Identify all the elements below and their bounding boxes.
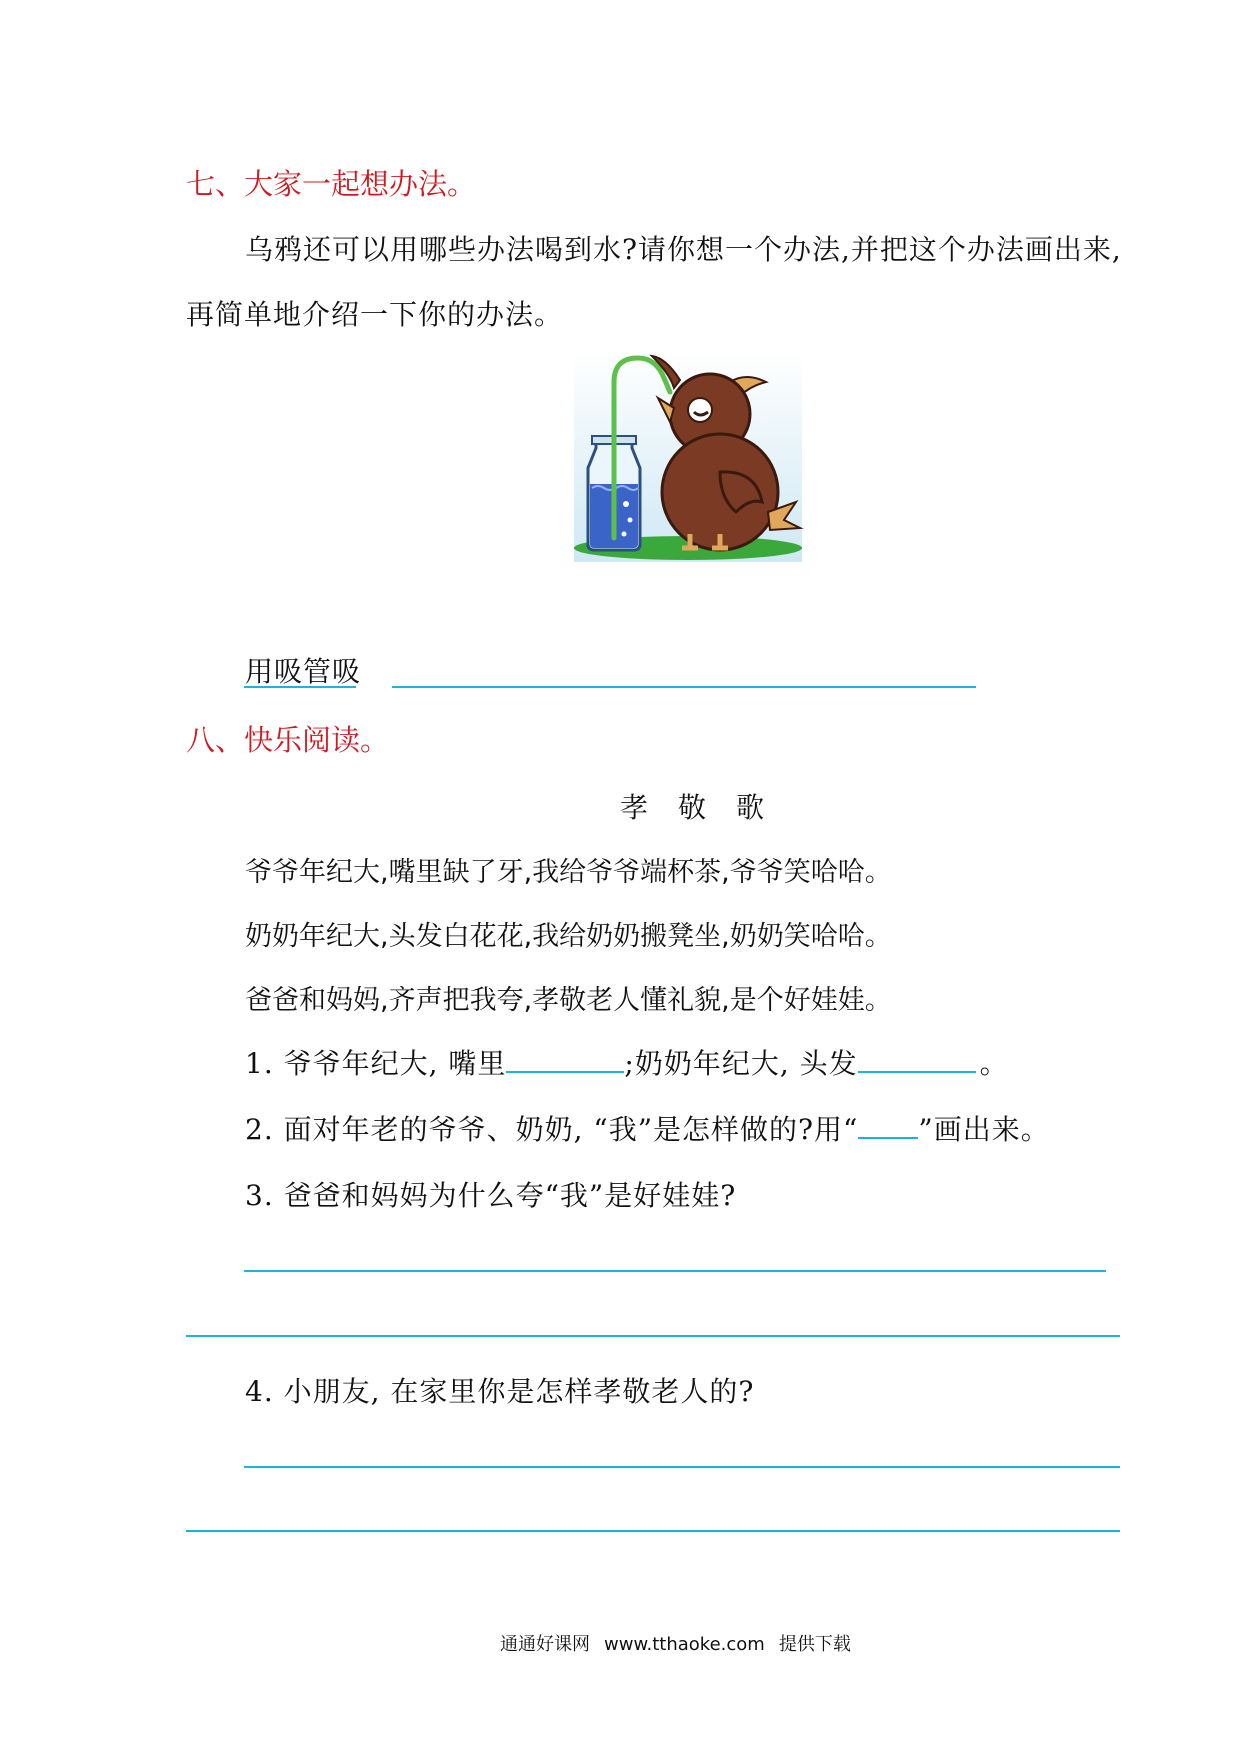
poem-line-3: 爸爸和妈妈,齐声把我夸,孝敬老人懂礼貌,是个好娃娃。 [245,985,892,1016]
question-2-part-2: ”画出来。 [918,1113,1050,1146]
question-3: 3. 爸爸和妈妈为什么夸“我”是好娃娃? [245,1179,737,1212]
question-4-answer-line-2[interactable] [186,1530,1120,1532]
question-4-answer-line-1[interactable] [244,1466,1120,1468]
section-7-prompt-line2: 再简单地介绍一下你的办法。 [186,298,564,331]
question-3-answer-line-1[interactable] [244,1270,1106,1272]
section-7-answer-label: 用吸管吸 [245,655,362,688]
question-2-underline-sample [858,1111,918,1139]
section-7-title: 七、大家一起想办法。 [186,167,477,201]
answer-label-underline [244,686,356,688]
section-8-title: 八、快乐阅读。 [186,723,390,757]
question-3-answer-line-2[interactable] [186,1335,1120,1337]
question-1 [245,1042,1009,1082]
question-1-part-1: 1. 爷爷年纪大, 嘴里 [245,1047,507,1080]
poem-line-2: 奶奶年纪大,头发白花花,我给奶奶搬凳坐,奶奶笑哈哈。 [245,921,892,952]
footer-url[interactable]: www.tthaoke.com [604,1634,765,1655]
question-1-blank-2[interactable] [858,1045,976,1073]
footer-site-name: 通通好课网 [500,1634,590,1655]
footer [500,1630,865,1656]
poem-title: 孝 敬 歌 [620,791,766,824]
footer-note: 提供下载 [778,1634,851,1655]
section-7-prompt-line1: 乌鸦还可以用哪些办法喝到水?请你想一个办法,并把这个办法画出来, [245,233,1122,266]
poem-line-1: 爷爷年纪大,嘴里缺了牙,我给爷爷端杯茶,爷爷笑哈哈。 [245,857,892,888]
crow-drinking-illustration [570,352,806,564]
question-1-blank-1[interactable] [506,1045,624,1073]
question-4: 4. 小朋友, 在家里你是怎样孝敬老人的? [245,1375,755,1408]
question-2 [245,1108,1050,1148]
question-1-part-3: 。 [979,1047,1009,1080]
section-7-answer-line[interactable] [392,686,976,688]
question-2-part-1: 2. 面对年老的爷爷、奶奶, “我”是怎样做的?用“ [245,1113,859,1146]
question-1-part-2: ;奶奶年纪大, 头发 [624,1047,858,1080]
